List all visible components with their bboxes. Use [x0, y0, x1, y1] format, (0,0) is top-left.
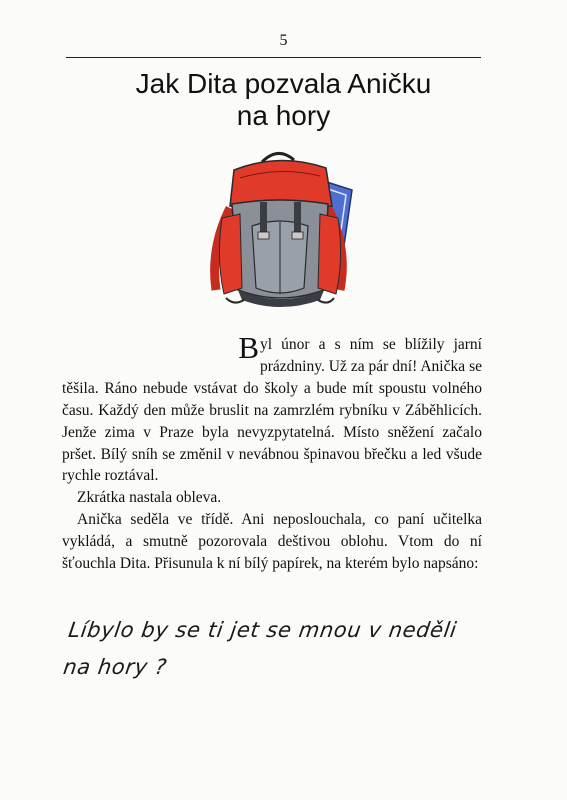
- chapter-title-line-1: Jak Dita pozvala Aničku: [135, 68, 432, 99]
- paragraph-1: [62, 330, 482, 487]
- handwritten-note: [61, 612, 491, 686]
- header-rule: [66, 57, 481, 58]
- backpack-illustration: [200, 148, 360, 312]
- page-number: 5: [279, 32, 288, 49]
- handwritten-line-2: na hory ?: [61, 655, 169, 679]
- body-text: [62, 330, 482, 575]
- paragraph-2: Zkrátka nastala obleva.: [77, 489, 222, 507]
- drop-cap: B: [238, 330, 259, 365]
- handwritten-line-1: Líbylo by se ti jet se mnou v neděli: [66, 618, 459, 642]
- chapter-title-line-2: na hory: [236, 100, 331, 131]
- paragraph-3: Anička seděla ve třídě. Ani neposlouchala, co paní učitelka vykládá, a smutně pozorovala deštivou oblohu. Vtom do ní šťouchla Dita. Přisunula k ní bílý papírek, na kterém bylo napsáno:: [62, 511, 482, 573]
- chapter-title: [0, 68, 567, 132]
- paragraph-1-text: yl únor a s ním se blížily jarní prázdniny. Už za pár dní! Anička se těšila. Ráno nebude vstávat do školy a bude mít spoustu volného času. Každý den může bruslit na zamrzlém rybníku v Záběhlicích. Jenže zima v Praze byla nevyzpytatelná. Místo sněžení začalo pršet. Bílý sníh se změnil v nevábnou špinavou břečku a led všude rychle roztával.: [62, 336, 482, 485]
